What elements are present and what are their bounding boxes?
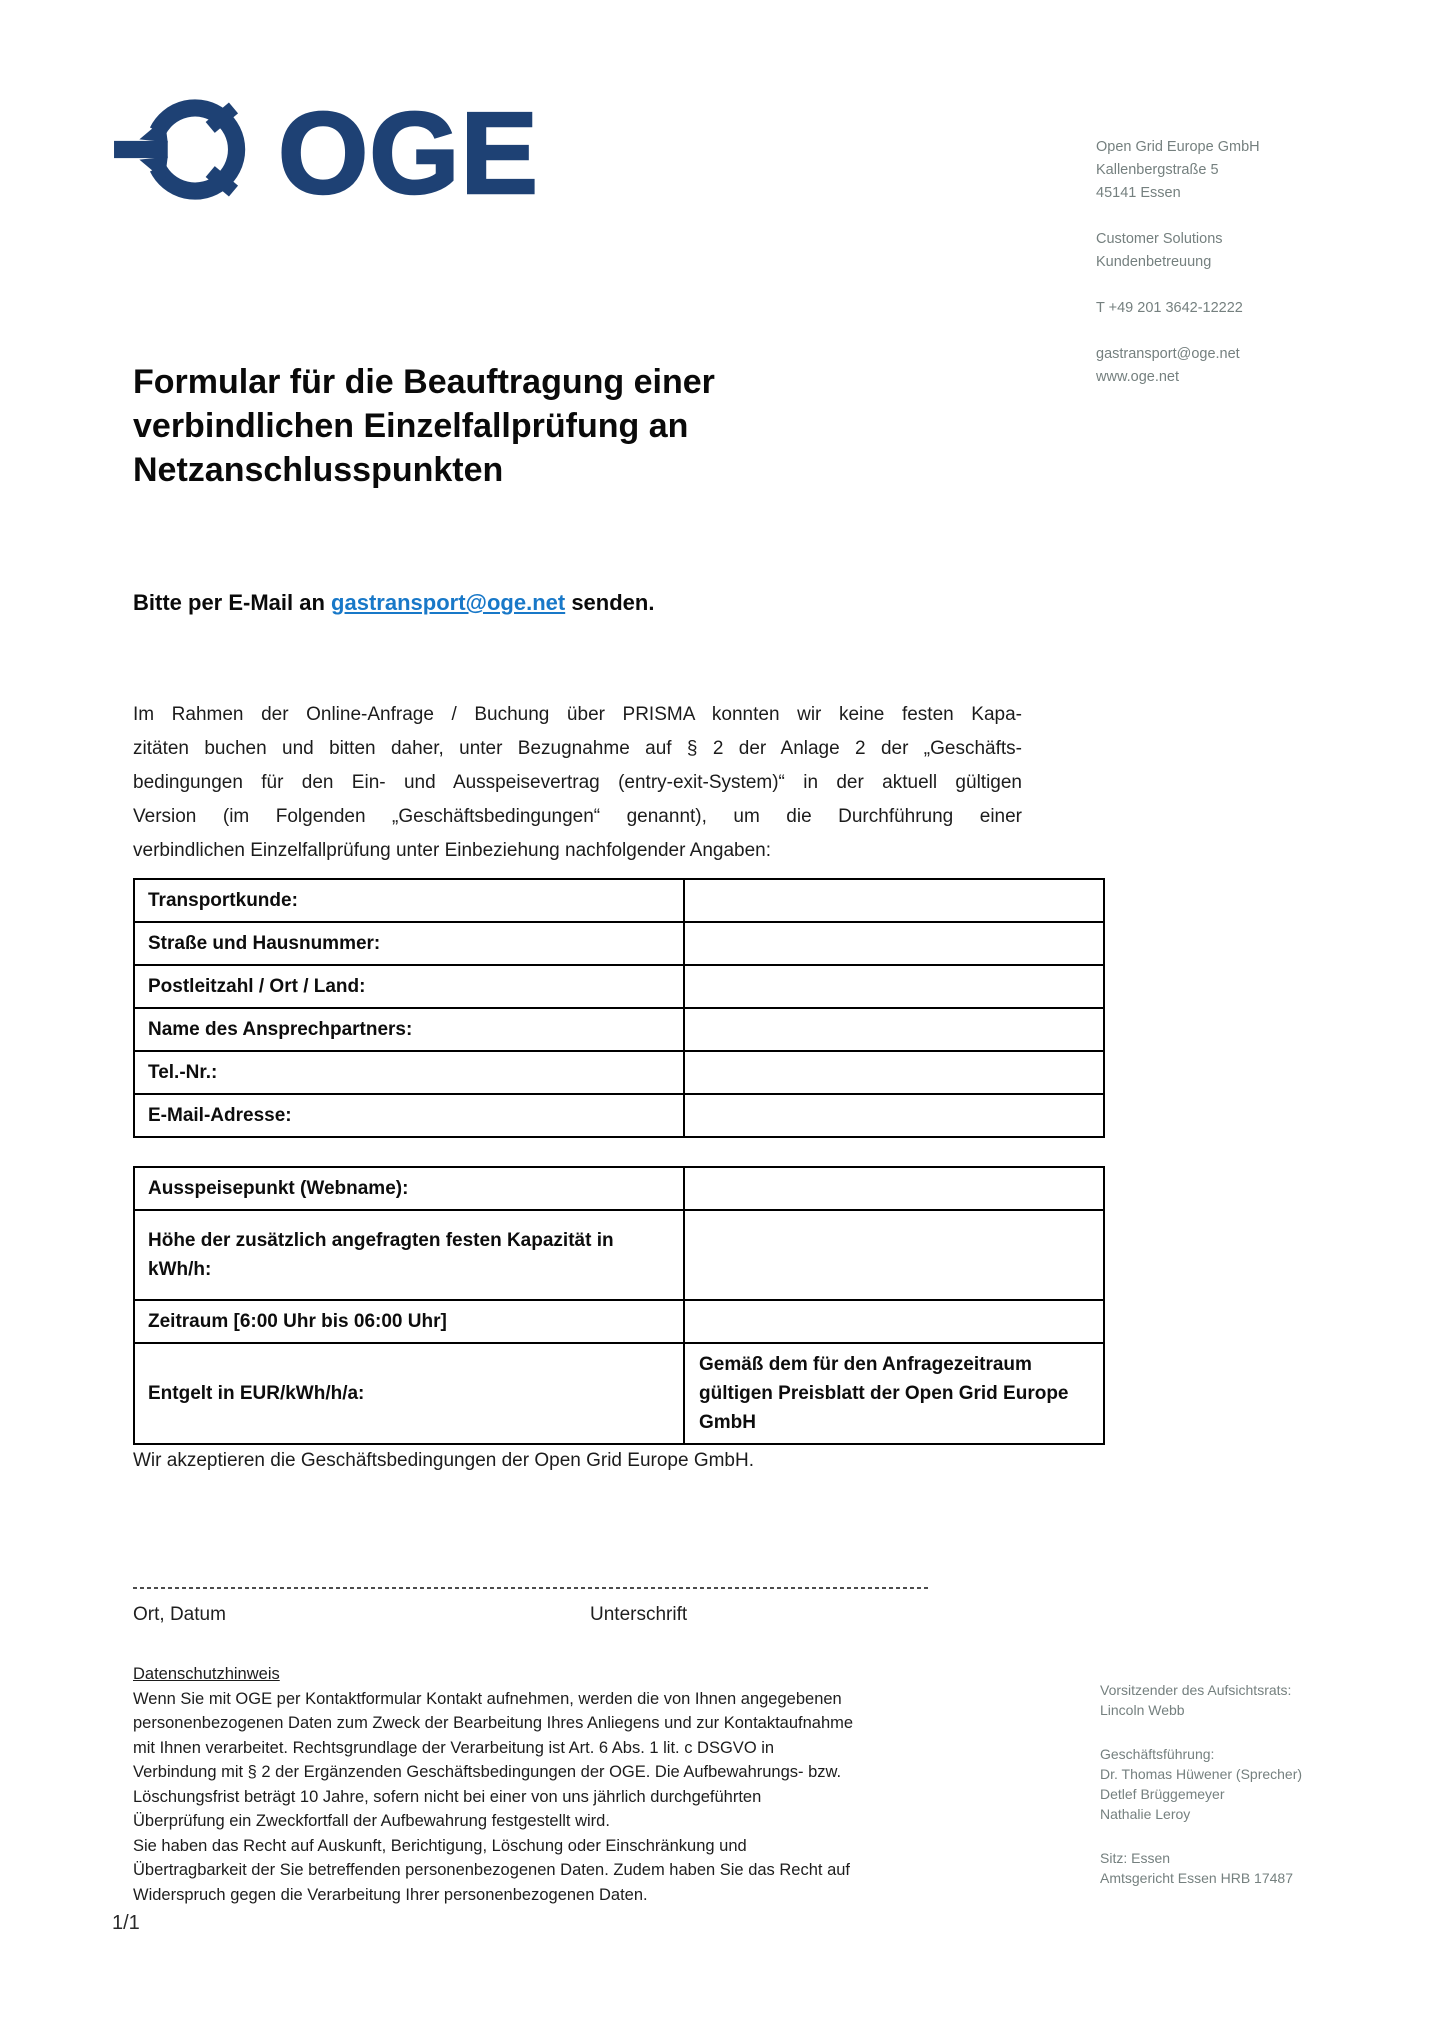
table-row xyxy=(135,1209,1103,1299)
phone-number: T +49 201 3642-12222 xyxy=(1096,300,1243,316)
email-instruction-suffix: senden. xyxy=(565,590,655,615)
field-value-cell xyxy=(685,1211,1103,1299)
intro-paragraph-line: bedingungen für den Ein- und Ausspeisevertrag (entry-exit-System)“ in der aktuell gültigen xyxy=(133,772,1022,793)
field-value-cell xyxy=(685,880,1103,921)
table-row xyxy=(135,1168,1103,1209)
page-title-line: Formular für die Beauftragung einer xyxy=(133,363,715,401)
field-value-cell xyxy=(685,1052,1103,1093)
commercial-register: Amtsgericht Essen HRB 17487 xyxy=(1100,1870,1293,1886)
oge-logo xyxy=(112,86,539,218)
imprint xyxy=(1100,1680,1302,1912)
table-row xyxy=(135,1299,1103,1342)
management-names xyxy=(1100,1764,1302,1824)
field-value-cell xyxy=(685,966,1103,1007)
letterhead-address xyxy=(1096,136,1260,205)
table-row xyxy=(135,1007,1103,1050)
field-label: Ausspeisepunkt (Webname): xyxy=(135,1168,685,1209)
website-url: www.oge.net xyxy=(1096,369,1180,385)
privacy-body-line: Verbindung mit § 2 der Ergänzenden Geschäftsbedingungen der OGE. Die Aufbewahrungs- bzw. xyxy=(133,1763,842,1781)
department-de: Kundenbetreuung xyxy=(1096,254,1212,270)
email-link[interactable]: gastransport@oge.net xyxy=(331,590,566,615)
company-street: Kallenbergstraße 5 xyxy=(1096,162,1219,178)
field-label: Zeitraum [6:00 Uhr bis 06:00 Uhr] xyxy=(135,1301,685,1342)
letterhead-phone xyxy=(1096,297,1260,320)
company-city: 45141 Essen xyxy=(1096,185,1181,201)
field-label: Höhe der zusätzlich angefragten festen Kapazität in kWh/h: xyxy=(135,1211,685,1299)
manager-name: Nathalie Leroy xyxy=(1100,1806,1191,1822)
signature-place-date-label: Ort, Datum xyxy=(133,1604,226,1625)
privacy-body xyxy=(133,1687,853,1908)
supervisory-board-chair: Lincoln Webb xyxy=(1100,1702,1185,1718)
signature-line xyxy=(133,1587,931,1589)
page-title-line: verbindlichen Einzelfallprüfung an xyxy=(133,407,689,445)
oge-pipeline-icon xyxy=(112,86,264,214)
field-value-cell xyxy=(685,923,1103,964)
page-title-line: Netzanschlusspunkten xyxy=(133,451,504,489)
intro-paragraph-line: verbindlichen Einzelfallprüfung unter Einbeziehung nachfolgender Angaben: xyxy=(133,840,772,861)
registration xyxy=(1100,1848,1302,1888)
privacy-body-line: Übertragbarkeit der Sie betreffenden personenbezogenen Daten. Zudem haben Sie das Recht auf xyxy=(133,1861,851,1879)
acceptance-statement: Wir akzeptieren die Geschäftsbedingungen der Open Grid Europe GmbH. xyxy=(133,1450,754,1471)
privacy-note xyxy=(133,1662,853,1907)
supervisory-board-label: Vorsitzender des Aufsichtsrats: xyxy=(1100,1682,1292,1698)
table-row xyxy=(135,1342,1103,1443)
signature-label: Unterschrift xyxy=(590,1604,688,1625)
privacy-body-line: mit Ihnen verarbeitet. Rechtsgrundlage der Verarbeitung ist Art. 6 Abs. 1 lit. c DSGVO in xyxy=(133,1738,775,1757)
privacy-body-line: Widerspruch gegen die Verarbeitung Ihrer personenbezogenen Daten. xyxy=(133,1885,648,1904)
supervisory-board xyxy=(1100,1680,1302,1720)
intro-paragraph-line: Version (im Folgenden „Geschäftsbedingungen“ genannt), um die Durchführung einer xyxy=(133,806,1022,827)
manager-name: Detlef Brüggemeyer xyxy=(1100,1786,1225,1802)
field-label: Entgelt in EUR/kWh/h/a: xyxy=(135,1344,685,1443)
field-value-cell: Gemäß dem für den Anfragezeitraum gültigen Preisblatt der Open Grid Europe GmbH xyxy=(699,1354,1069,1433)
privacy-body-line: Löschungsfrist beträgt 10 Jahre, sofern nicht bei einer von uns jährlich durchgeführten xyxy=(133,1787,762,1806)
intro-paragraph-line: Im Rahmen der Online-Anfrage / Buchung über PRISMA konnten wir keine festen Kapa- xyxy=(133,704,1022,725)
request-data-table xyxy=(133,1166,1105,1445)
company-name: Open Grid Europe GmbH xyxy=(1096,139,1260,155)
table-row xyxy=(135,921,1103,964)
field-value-cell xyxy=(685,1168,1103,1209)
table-row xyxy=(135,964,1103,1007)
privacy-body-line: Überprüfung ein Zweckfortfall der Aufbewahrung festgestellt wird. xyxy=(133,1812,610,1830)
email-instruction-prefix: Bitte per E-Mail an xyxy=(133,590,332,615)
table-row xyxy=(135,880,1103,921)
field-label: Tel.-Nr.: xyxy=(135,1052,685,1093)
page-number: 1/1 xyxy=(112,1912,140,1934)
field-value-cell xyxy=(685,1301,1103,1342)
field-label: Name des Ansprechpartners: xyxy=(135,1009,685,1050)
field-label: Postleitzahl / Ort / Land: xyxy=(135,966,685,1007)
field-value-cell xyxy=(685,1009,1103,1050)
logo-wordmark: OGE xyxy=(278,88,539,218)
field-value-cell xyxy=(685,1095,1103,1136)
management xyxy=(1100,1744,1302,1824)
email-address: gastransport@oge.net xyxy=(1096,346,1240,362)
letterhead-online xyxy=(1096,343,1260,389)
department-en: Customer Solutions xyxy=(1096,231,1223,247)
page-title xyxy=(133,360,715,492)
privacy-body-line: personenbezogenen Daten zum Zweck der Bearbeitung Ihres Anliegens und zur Kontaktaufnahme xyxy=(133,1714,854,1732)
management-label: Geschäftsführung: xyxy=(1100,1746,1215,1762)
customer-data-table xyxy=(133,878,1105,1138)
table-row xyxy=(135,1050,1103,1093)
company-seat: Sitz: Essen xyxy=(1100,1850,1171,1866)
privacy-heading: Datenschutzhinweis xyxy=(133,1665,280,1683)
privacy-body-line: Sie haben das Recht auf Auskunft, Berichtigung, Löschung oder Einschränkung und xyxy=(133,1836,747,1855)
field-label: Straße und Hausnummer: xyxy=(135,923,685,964)
privacy-body-line: Wenn Sie mit OGE per Kontaktformular Kontakt aufnehmen, werden die von Ihnen angegebenen xyxy=(133,1689,842,1708)
letterhead-department xyxy=(1096,228,1260,274)
letterhead xyxy=(1096,136,1260,412)
field-label: Transportkunde: xyxy=(135,880,685,921)
table-row xyxy=(135,1093,1103,1136)
intro-paragraph xyxy=(133,698,1022,868)
field-label: E-Mail-Adresse: xyxy=(135,1095,685,1136)
email-instruction xyxy=(133,590,654,616)
manager-name: Dr. Thomas Hüwener (Sprecher) xyxy=(1100,1766,1303,1782)
intro-paragraph-line: zitäten buchen und bitten daher, unter Bezugnahme auf § 2 der Anlage 2 der „Geschäfts- xyxy=(133,738,1022,759)
